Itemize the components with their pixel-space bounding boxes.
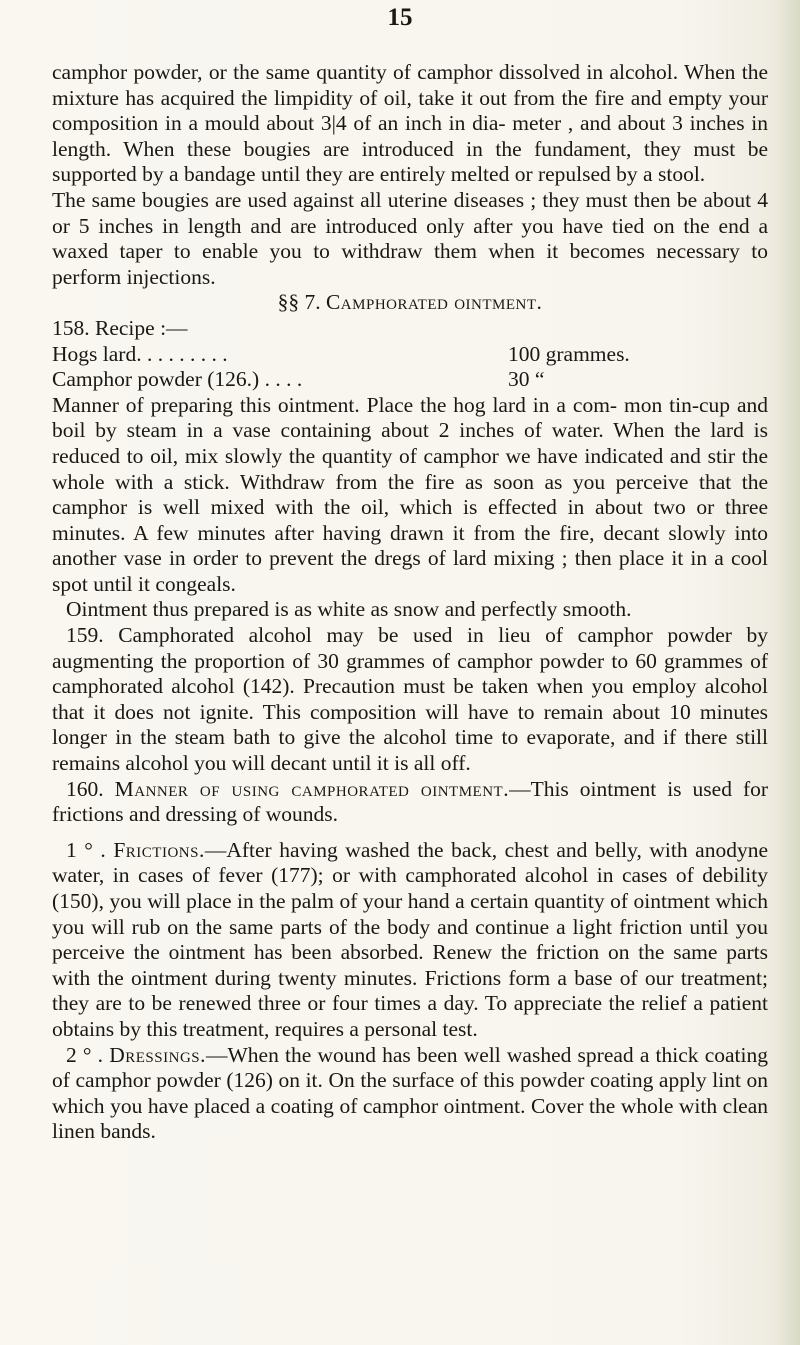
dressings-number: 2 ° .	[66, 1042, 104, 1067]
para160-body: —This ointment is used for frictions and dressing of wounds.	[52, 776, 769, 827]
section-title: Camphorated ointment.	[325, 290, 543, 315]
recipe-item-name: Hogs lard. . . . . . . . .	[52, 341, 228, 366]
recipe-item-amount: 30 “	[508, 367, 545, 392]
recipe-item-amount: 100 grammes.	[508, 341, 630, 366]
paragraph-bougies: camphor powder, or the same quantity of camphor dissolved in alcohol. When the mixture has acquired the limpidity of oil, take it out from the fire and empty your composition in a mould about 3|4 of an inch in dia- meter , and about 3 inches in length. When these bougies are introduced in the fundament, they must be supported by a bandage until they are entirely melted or repulsed by a stool.	[52, 60, 768, 187]
dressings-body: —When the wound has been well washed spread a thick coating of camphor powder (126) on it. On the surface of this powder coating apply lint on which you have placed a coating of camphor ointment. Cover the whole with clean linen bands.	[52, 1042, 768, 1144]
paragraph-dressings	[52, 1043, 768, 1145]
recipe-item-name: Camphor powder (126.) . . . .	[52, 367, 303, 392]
section-mark: §§ 7.	[277, 290, 321, 315]
spacer	[52, 828, 768, 838]
frictions-number: 1 ° .	[66, 837, 106, 862]
recipe-label: 158. Recipe :—	[52, 315, 188, 340]
frictions-body: —After having washed the back, chest and belly, with anodyne water, in cases of fever (177); or with camphorated alcohol in cases of debility (150), you will place in the palm of your hand a certain quantity of ointment which you will rub on the same parts of the body and continue a light friction until you perceive the ointment has been absorbed. Renew the friction on the same parts with the ointment during twenty minutes. Frictions form a base of our treatment; they are to be renewed three or four times a day. To appreciate the relief a patient obtains by this treatment, requires a personal test.	[52, 837, 768, 1041]
recipe-row	[52, 342, 768, 368]
paragraph-manner: Manner of preparing this ointment. Place the hog lard in a com- mon tin-cup and boil by steam in a vase containing about 2 inches of water. When the lard is reduced to oil, mix slowly the quantity of camphor we have indicated and stir the whole with a stick. Withdraw from the fire as soon as you perceive that the camphor is well mixed with the oil, which is effected in about two or three minutes. A few minutes after having drawn it from the fire, decant slowly into another vase in order to prevent the dregs of lard mixing ; then place it in a cool spot until it congeals.	[52, 392, 768, 596]
para160-heading: Manner of using camphorated ointment.	[114, 776, 510, 801]
body-text	[52, 60, 768, 1145]
paragraph-uterine: The same bougies are used against all uterine diseases ; they must then be about 4 or 5 inches in length and are introduced only after you have tied on the end a waxed taper to enable you to withdraw them when it becomes necessary to perform injections.	[52, 187, 768, 289]
page-edge-shadow	[778, 0, 800, 1345]
paragraph-160	[52, 777, 768, 828]
recipe-row	[52, 367, 768, 393]
para160-number: 160.	[66, 776, 104, 801]
page-number: 15	[387, 4, 413, 31]
dressings-heading: Dressings.	[109, 1042, 206, 1067]
paragraph-159: 159. Camphorated alcohol may be used in lieu of camphor powder by augmenting the proportion of 30 grammes of camphor powder to 60 grammes of camphorated alcohol (142). Precaution must be taken when you employ alcohol that it does not ignite. This composition will have to remain about 10 minutes longer in the steam bath to give the alcohol time to evaporate, and if there still remains alcohol you will decant until it is all off.	[52, 623, 768, 776]
section-heading	[52, 290, 768, 316]
frictions-heading: Frictions.	[113, 837, 205, 862]
paragraph-ointment: Ointment thus prepared is as white as snow and perfectly smooth.	[66, 597, 632, 622]
paragraph-frictions	[52, 838, 768, 1043]
